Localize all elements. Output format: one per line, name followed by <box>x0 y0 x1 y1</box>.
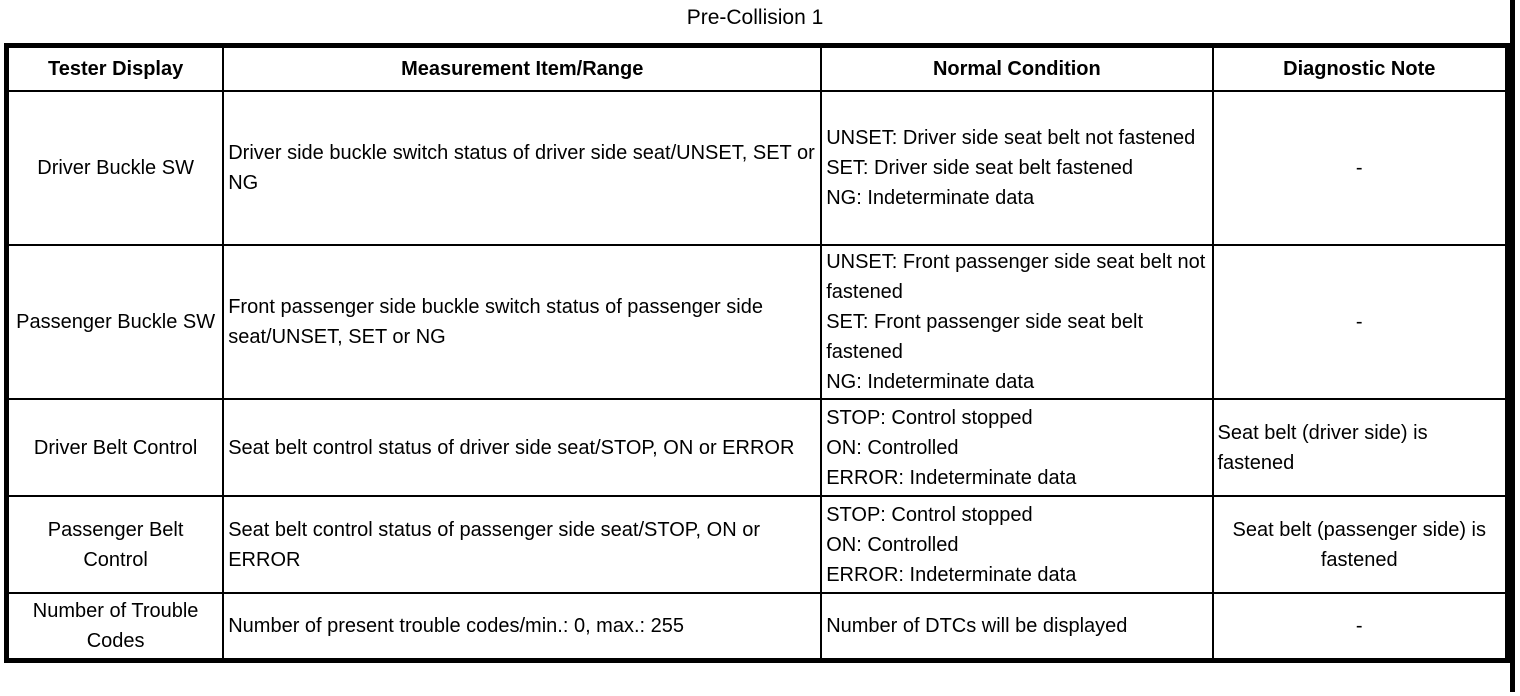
condition-line: NG: Indeterminate data <box>826 187 1035 209</box>
condition-line: Number of DTCs will be displayed <box>826 615 1128 637</box>
measurement-item-cell: Number of present trouble codes/min.: 0, max.: 255 <box>223 593 821 661</box>
tester-display-cell: Passenger Belt Control <box>7 496 224 593</box>
measurement-item-cell: Seat belt control status of driver side seat/STOP, ON or ERROR <box>223 399 821 496</box>
header-diagnostic-note: Diagnostic Note <box>1213 46 1508 92</box>
normal-condition-cell <box>821 91 1212 245</box>
normal-condition-cell <box>821 496 1212 593</box>
diagnostic-note-cell: - <box>1213 91 1508 245</box>
normal-condition-cell <box>821 593 1212 661</box>
condition-line: STOP: Control stopped <box>826 406 1033 429</box>
condition-line: SET: Driver side seat belt fastened <box>826 157 1134 179</box>
table-row <box>7 245 1508 399</box>
table-row <box>7 496 1508 593</box>
condition-line: UNSET: Driver side seat belt not fastened <box>826 127 1196 149</box>
diagnostic-note-cell: - <box>1213 593 1508 661</box>
header-normal-condition: Normal Condition <box>821 46 1212 92</box>
data-monitor-table <box>4 43 1510 663</box>
tester-display-cell: Number of Trouble Codes <box>7 593 224 661</box>
condition-line: ERROR: Indeterminate data <box>826 466 1077 489</box>
tester-display-cell: Driver Belt Control <box>7 399 224 496</box>
header-measurement-item: Measurement Item/Range <box>223 46 821 92</box>
condition-line: STOP: Control stopped <box>826 503 1033 526</box>
normal-condition-cell <box>821 245 1212 399</box>
diagnostic-note-cell: Seat belt (driver side) is fastened <box>1213 399 1508 496</box>
diagnostic-note-cell: - <box>1213 245 1508 399</box>
normal-condition-cell <box>821 399 1212 496</box>
diagnostic-note-cell: Seat belt (passenger side) is fastened <box>1213 496 1508 593</box>
page-title: Pre-Collision 1 <box>686 6 824 29</box>
table-header-row <box>7 46 1508 92</box>
data-table-container <box>4 43 1510 663</box>
table-row <box>7 91 1508 245</box>
condition-line: ON: Controlled <box>826 436 959 459</box>
measurement-item-cell: Front passenger side buckle switch status of passenger side seat/UNSET, SET or NG <box>223 245 821 399</box>
measurement-item-cell: Seat belt control status of passenger side seat/STOP, ON or ERROR <box>223 496 821 593</box>
table-row <box>7 399 1508 496</box>
condition-line: ERROR: Indeterminate data <box>826 563 1077 586</box>
header-tester-display: Tester Display <box>7 46 224 92</box>
tester-display-cell: Driver Buckle SW <box>7 91 224 245</box>
condition-line: ON: Controlled <box>826 533 959 556</box>
condition-line: SET: Front passenger side seat belt fastened <box>826 311 1144 363</box>
measurement-item-cell: Driver side buckle switch status of driver side seat/UNSET, SET or NG <box>223 91 821 245</box>
condition-line: NG: Indeterminate data <box>826 371 1035 393</box>
tester-display-cell: Passenger Buckle SW <box>7 245 224 399</box>
condition-line: UNSET: Front passenger side seat belt not fastened <box>826 251 1206 303</box>
table-row <box>7 593 1508 661</box>
right-border-rule <box>1510 0 1515 692</box>
